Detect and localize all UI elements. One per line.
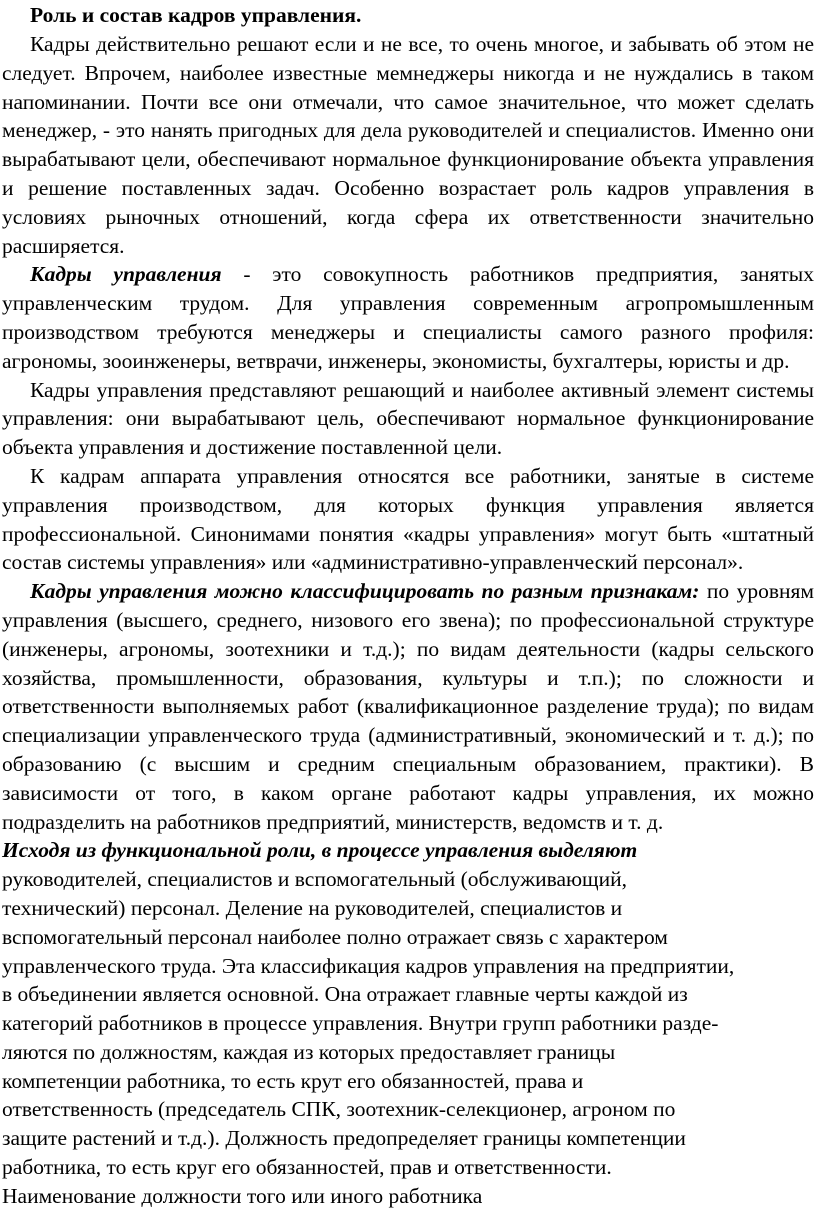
functional-line: работника, то есть круг его обязанностей, прав и ответственности. <box>2 1155 612 1180</box>
paragraph-synonyms: К кадрам аппарата управления относятся все работники, занятые в системе управления производством, для которых функция управления является профессиональной. Синонимами понятия «кадры управления» могут быть «штатный состав системы управления» или «административно-управленческий персонал». <box>2 463 814 575</box>
functional-line: защите растений и т.д.). Должность предопределяет границы компетенции <box>2 1126 686 1151</box>
functional-line: технический) персонал. Деление на руководителей, специалистов и <box>2 895 623 920</box>
functional-line: вспомогательный персонал наиболее полно отражает связь с характером <box>2 924 668 949</box>
paragraph-functional-role <box>2 836 814 1210</box>
functional-line: руководителей, специалистов и вспомогательный (обслуживающий, <box>2 867 627 892</box>
functional-line: управленческого труда. Эта классификация кадров управления на предприятии, <box>2 953 735 978</box>
classification-text: по уровням управления (высшего, среднего, низового его звена); по профессиональной структуре (инженеры, агрономы, зоотехники и т.д.); по видам деятельности (кадры сельского хозяйства, промышленности, образования, культуры и т.п.); по сложности и ответственности выполняемых работ (квалификационное разделение труда); по видам специализации управленческого труда (административный, экономический и т. д.); по образованию (с высшим и средним специальным образованием, практики). В зависимости от того, в каком органе работают кадры управления, их можно подразделить на работников предприятий, министерств, ведомств и т. д. <box>2 579 814 834</box>
functional-line: в объединении является основной. Она отражает главные черты каждой из <box>2 982 688 1007</box>
functional-role-term: Исходя из функциональной роли, в процессе управления выделяют <box>2 838 638 863</box>
document-page <box>2 0 814 1211</box>
definition-term: Кадры управления <box>30 262 222 287</box>
paragraph-intro: Кадры действительно решают если и не все, то очень многое, и забывать об этом не следует. Впрочем, наиболее известные мемнеджеры никогда и не нуждались в таком напоминании. Почти все они отмечали, что самое значительное, что может сделать менеджер, - это нанять пригодных для дела руководителей и специалистов. Именно они вырабатывают цели, обеспечивают нормальное функционирование объекта управления и решение поставленных задач. Особенно возрастает роль кадров управления в условиях рыночных отношений, когда сфера их ответственности значительно расширяется. <box>2 32 814 258</box>
functional-line: Наименование должности того или иного работника <box>2 1183 483 1208</box>
functional-line: категорий работников в процессе управления. Внутри групп работники разде- <box>2 1011 719 1036</box>
functional-line: ответственность (председатель СПК, зоотехник-селекционер, агроном по <box>2 1097 676 1122</box>
paragraph-classification <box>2 577 814 836</box>
functional-line: компетенции работника, то есть крут его обязанностей, права и <box>2 1068 584 1093</box>
paragraph-definition <box>2 260 814 375</box>
section-title: Роль и состав кадров управления. <box>30 3 362 27</box>
definition-text: - это совокупность работников предприятия, занятых управленческим трудом. Для управления современным агропромышленным производством требуются менеджеры и специалисты самого разного профиля: агрономы, зооинженеры, ветврачи, инженеры, экономисты, бухгалтеры, юристы и др. <box>2 262 814 373</box>
functional-line: ляются по должностям, каждая из которых предоставляет границы <box>2 1039 616 1064</box>
classification-term: Кадры управления можно классифицировать по разным признакам: <box>30 579 700 604</box>
paragraph-role: Кадры управления представляют решающий и наиболее активный элемент системы управления: они вырабатывают цель, обеспечивают нормальное функционирование объекта управления и достижение поставленной цели. <box>2 377 814 460</box>
